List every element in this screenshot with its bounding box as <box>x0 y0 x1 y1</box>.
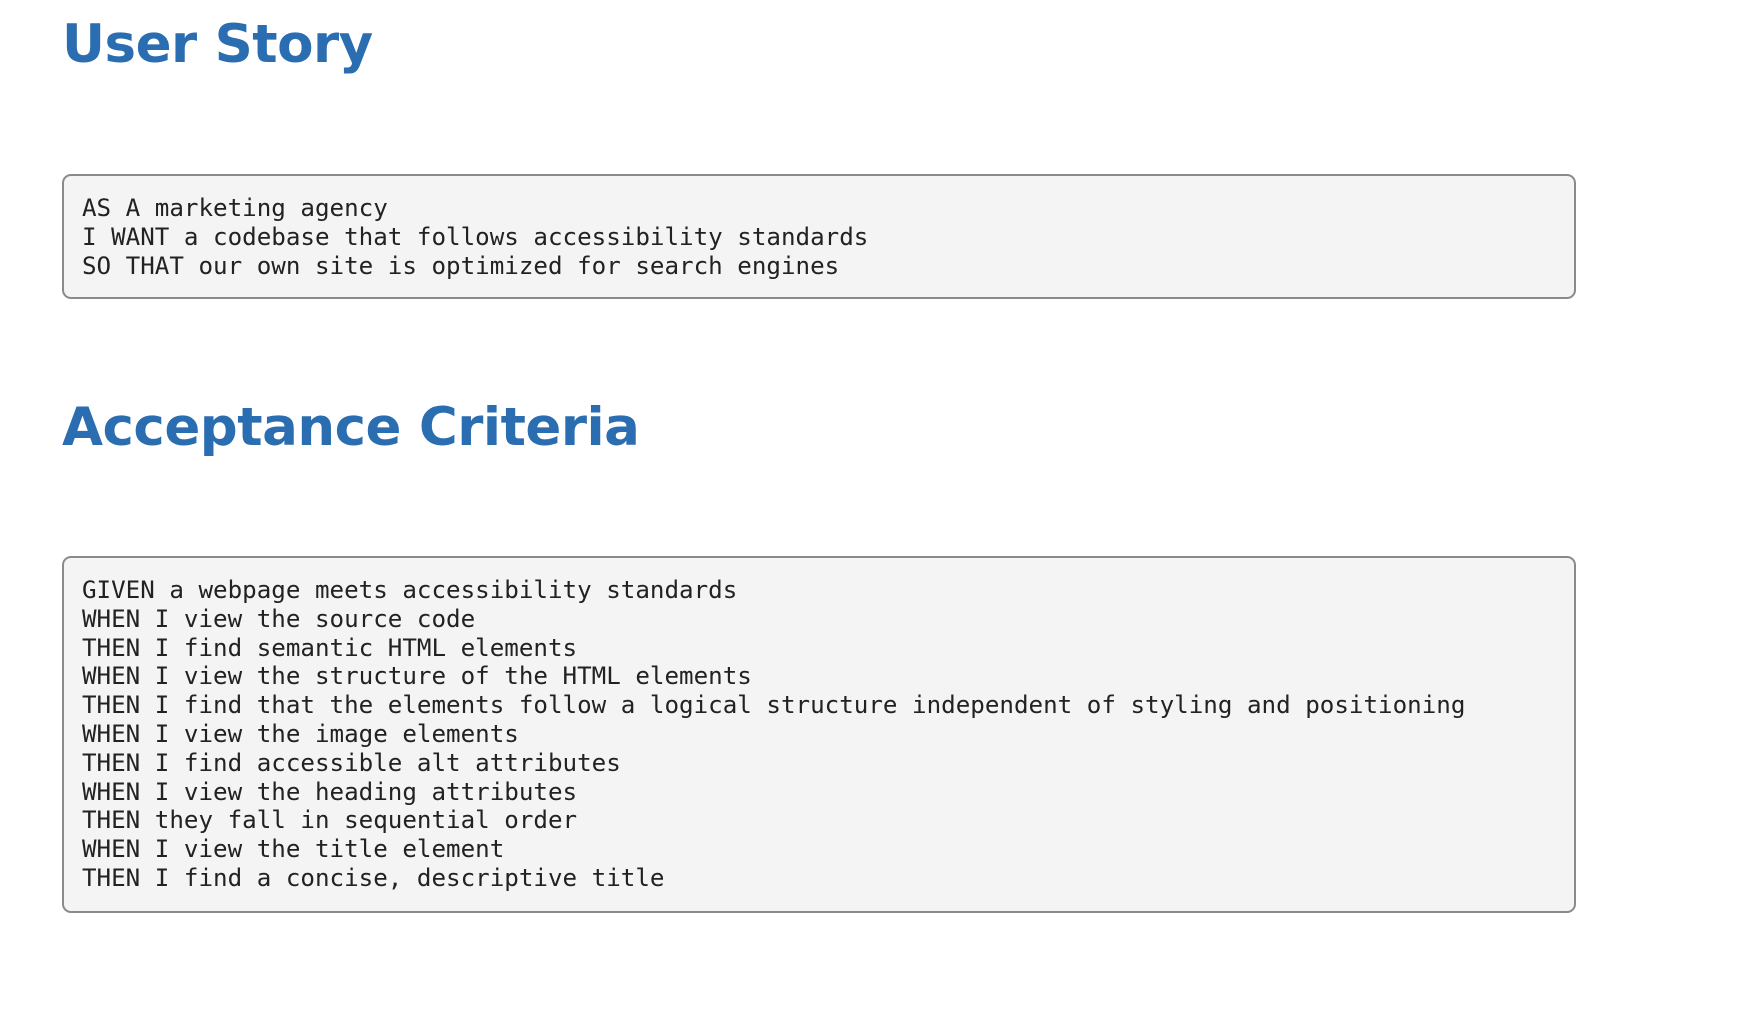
code-line: WHEN I view the image elements <box>82 719 519 748</box>
acceptance-criteria-heading: Acceptance Criteria <box>62 397 640 458</box>
code-line: THEN they fall in sequential order <box>82 806 578 835</box>
code-line: AS A marketing agency <box>82 194 388 222</box>
code-line: WHEN I view the source code <box>82 604 476 633</box>
code-line: WHEN I view the heading attributes <box>82 777 578 806</box>
code-line: GIVEN a webpage meets accessibility standards <box>82 576 738 604</box>
code-line: I WANT a codebase that follows accessibility standards <box>82 222 869 251</box>
code-line: WHEN I view the structure of the HTML elements <box>82 662 752 691</box>
user-story-heading: User Story <box>62 14 373 75</box>
code-line: THEN I find accessible alt attributes <box>82 748 621 777</box>
acceptance-criteria-code-block <box>62 556 1576 913</box>
code-line: WHEN I view the title element <box>82 835 505 864</box>
user-story-code-block <box>62 174 1576 299</box>
code-line: SO THAT our own site is optimized for search engines <box>82 251 840 280</box>
code-line: THEN I find that the elements follow a logical structure independent of styling and positioning <box>82 691 1466 720</box>
code-line: THEN I find a concise, descriptive title <box>82 863 665 892</box>
code-line: THEN I find semantic HTML elements <box>82 633 578 662</box>
